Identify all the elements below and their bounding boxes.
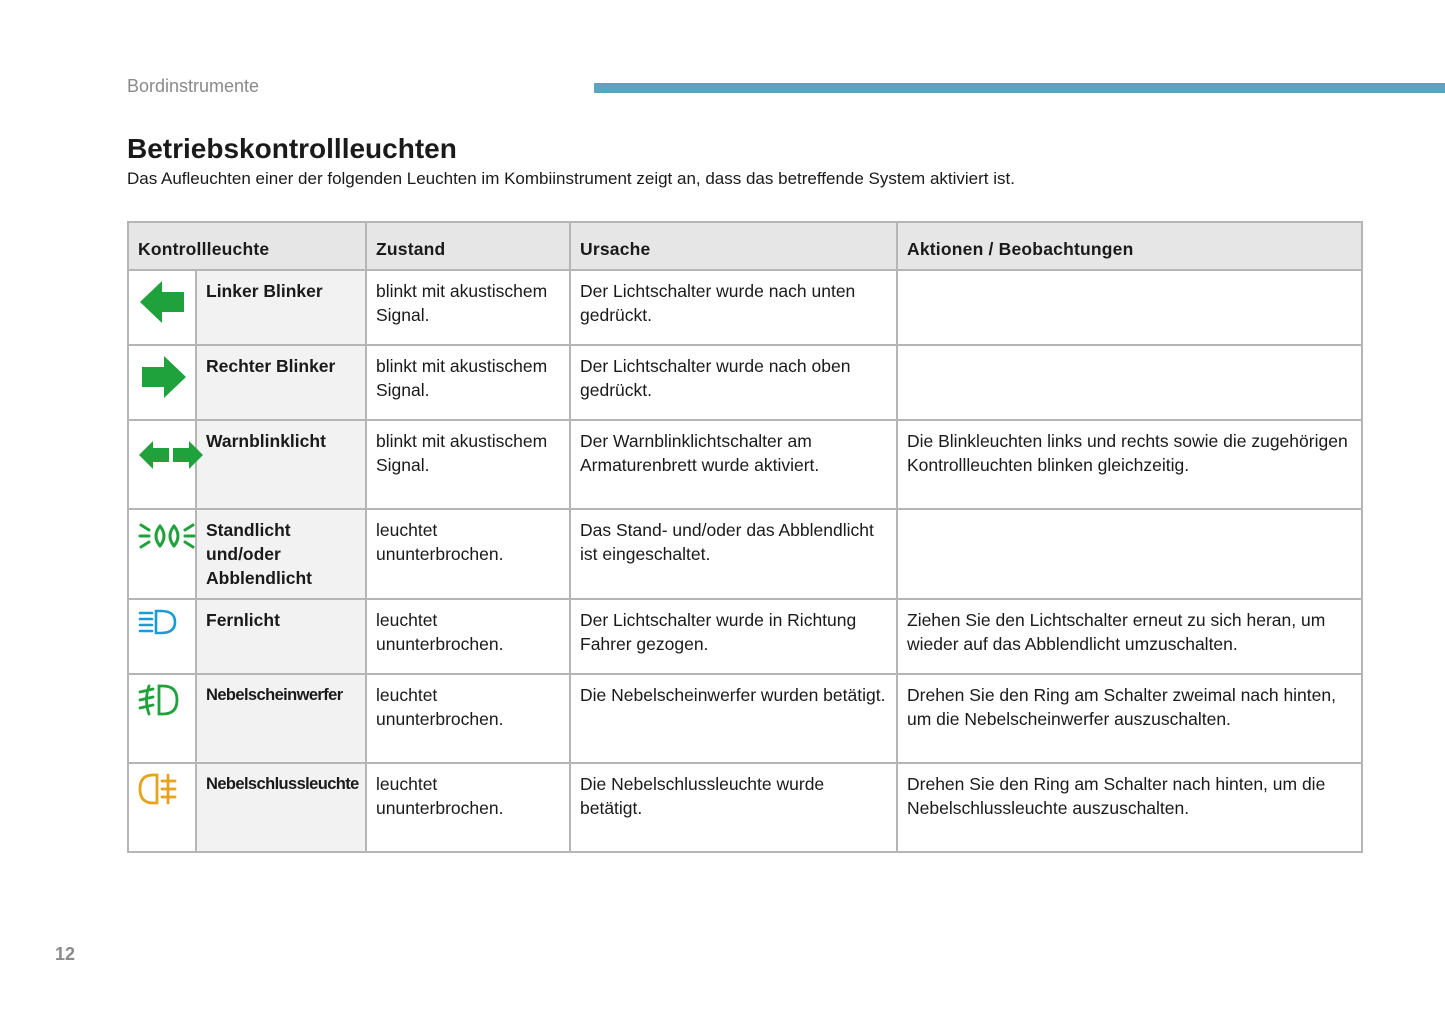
lamp-action: Drehen Sie den Ring am Schalter nach hinten, um die Nebelschlussleuchte auszuschalten. [897, 763, 1362, 852]
lamp-action [897, 345, 1362, 420]
column-header-lamp: Kontrollleuchte [128, 222, 366, 270]
page-number: 12 [55, 944, 76, 964]
lamp-state: leuchtet ununterbrochen. [366, 674, 570, 763]
lamp-name: Rechter Blinker [196, 345, 366, 420]
icon-cell [128, 509, 196, 599]
column-header-cause: Ursache [570, 222, 897, 270]
table-header-row [128, 222, 1362, 270]
lamp-state: blinkt mit akustischem Signal. [366, 345, 570, 420]
icon-cell [128, 674, 196, 763]
lamp-action [897, 509, 1362, 599]
hazard-lights-icon [138, 439, 204, 471]
icon-cell [128, 345, 196, 420]
lamp-action: Die Blinkleuchten links und rechts sowie die zugehörigen Kontrollleuchten blinken gleichzeitig. [897, 420, 1362, 509]
lamp-cause: Die Nebelschlussleuchte wurde betätigt. [570, 763, 897, 852]
page-title: Betriebskontrollleuchten [127, 133, 457, 164]
table-row [128, 345, 1362, 420]
section-label: Bordinstrumente [127, 76, 260, 96]
lamp-name: Warnblinklicht [196, 420, 366, 509]
warning-lamps-table [127, 221, 1363, 853]
lamp-state: leuchtet ununterbrochen. [366, 509, 570, 599]
intro-text: Das Aufleuchten einer der folgenden Leuchten im Kombiinstrument zeigt an, dass das betreffende System aktiviert ist. [127, 169, 1015, 188]
front-fog-lamp-icon [138, 683, 180, 717]
lamp-state: leuchtet ununterbrochen. [366, 599, 570, 674]
table-row [128, 599, 1362, 674]
table-row [128, 270, 1362, 345]
lamp-cause: Das Stand- und/oder das Abblendlicht ist eingeschaltet. [570, 509, 897, 599]
lamp-action: Drehen Sie den Ring am Schalter zweimal nach hinten, um die Nebelscheinwerfer auszuschalten. [897, 674, 1362, 763]
sidelights-dipped-beam-icon [138, 518, 196, 554]
table-row [128, 420, 1362, 509]
table-row [128, 674, 1362, 763]
lamp-state: blinkt mit akustischem Signal. [366, 420, 570, 509]
icon-cell [128, 420, 196, 509]
lamp-name: Linker Blinker [196, 270, 366, 345]
icon-cell [128, 270, 196, 345]
main-beam-icon [138, 608, 178, 636]
column-header-action: Aktionen / Beobachtungen [897, 222, 1362, 270]
lamp-cause: Die Nebelscheinwerfer wurden betätigt. [570, 674, 897, 763]
lamp-state: leuchtet ununterbrochen. [366, 763, 570, 852]
column-header-state: Zustand [366, 222, 570, 270]
header-accent-bar [594, 83, 1445, 93]
right-turn-signal-icon [138, 354, 188, 400]
left-turn-signal-icon [138, 279, 188, 325]
table-row [128, 763, 1362, 852]
lamp-cause: Der Lichtschalter wurde nach oben gedrückt. [570, 345, 897, 420]
lamp-name: Fernlicht [196, 599, 366, 674]
lamp-action [897, 270, 1362, 345]
rear-fog-lamp-icon [138, 772, 178, 806]
lamp-cause: Der Lichtschalter wurde in Richtung Fahrer gezogen. [570, 599, 897, 674]
icon-cell [128, 763, 196, 852]
lamp-state: blinkt mit akustischem Signal. [366, 270, 570, 345]
lamp-name: Nebelscheinwerfer [196, 674, 366, 763]
lamp-cause: Der Warnblinklichtschalter am Armaturenbrett wurde aktiviert. [570, 420, 897, 509]
lamp-cause: Der Lichtschalter wurde nach unten gedrückt. [570, 270, 897, 345]
lamp-name: Nebelschlussleuchte [196, 763, 366, 852]
table-row [128, 509, 1362, 599]
lamp-name: Standlicht und/oder Abblendlicht [196, 509, 366, 599]
icon-cell [128, 599, 196, 674]
lamp-action: Ziehen Sie den Lichtschalter erneut zu sich heran, um wieder auf das Abblendlicht umzuschalten. [897, 599, 1362, 674]
